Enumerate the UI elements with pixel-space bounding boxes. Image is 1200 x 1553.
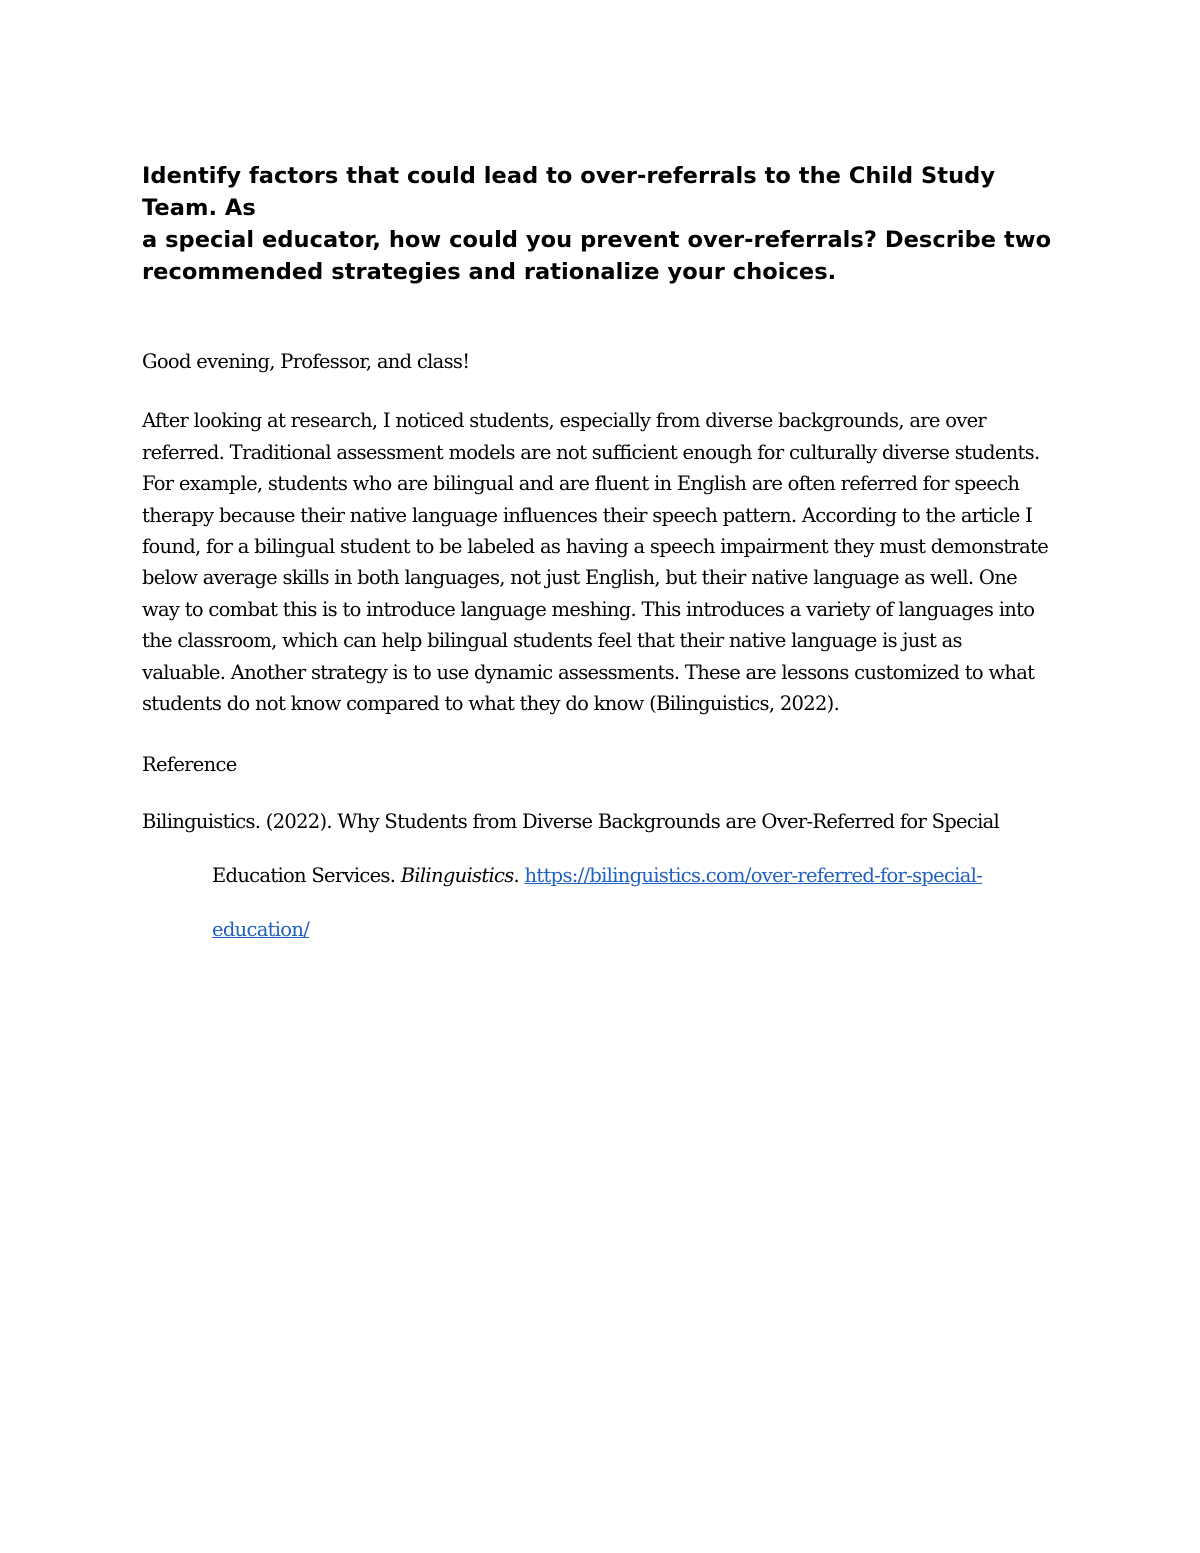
paragraph-line: the classroom, which can help bilingual students feel that their native language is just as bbox=[142, 629, 962, 653]
question-line: a special educator, how could you prevent over-referrals? Describe two bbox=[142, 227, 1052, 253]
greeting: Good evening, Professor, and class! bbox=[142, 350, 470, 373]
paragraph-line: therapy because their native language influences their speech pattern. According to the article I bbox=[142, 503, 1033, 527]
citation-source-text: Education Services. bbox=[212, 863, 401, 887]
response-paragraph bbox=[142, 405, 1062, 719]
paragraph-line: After looking at research, I noticed students, especially from diverse backgrounds, are over bbox=[142, 409, 987, 433]
citation-line-3 bbox=[142, 903, 1062, 957]
paragraph-line: For example, students who are bilingual and are fluent in English are often referred for speech bbox=[142, 472, 1020, 496]
question-line: recommended strategies and rationalize your choices. bbox=[142, 259, 837, 285]
citation-line-2 bbox=[142, 849, 1062, 903]
document-content bbox=[142, 160, 1062, 957]
citation-line-1: Bilinguistics. (2022). Why Students from Diverse Backgrounds are Over-Referred for Special bbox=[142, 809, 1000, 833]
question-heading bbox=[142, 160, 1062, 288]
citation-url-link-continued[interactable]: education/ bbox=[212, 917, 310, 941]
citation-url-link[interactable]: https://bilinguistics.com/over-referred-for-special- bbox=[524, 863, 983, 887]
paragraph-line: found, for a bilingual student to be labeled as having a speech impairment they must demonstrate bbox=[142, 535, 1049, 559]
paragraph-line: valuable. Another strategy is to use dynamic assessments. These are lessons customized to what bbox=[142, 660, 1035, 684]
reference-citation bbox=[142, 795, 1062, 957]
paragraph-line: referred. Traditional assessment models are not sufficient enough for culturally diverse students. bbox=[142, 440, 1040, 464]
paragraph-line: students do not know compared to what they do know (Bilinguistics, 2022). bbox=[142, 692, 840, 716]
paragraph-line: way to combat this is to introduce language meshing. This introduces a variety of languages into bbox=[142, 597, 1035, 621]
paragraph-line: below average skills in both languages, not just English, but their native language as well. One bbox=[142, 566, 1017, 590]
citation-journal: Bilinguistics bbox=[400, 863, 514, 887]
question-line: Identify factors that could lead to over-referrals to the Child Study Team. As bbox=[142, 163, 996, 221]
citation-separator: . bbox=[513, 863, 525, 887]
reference-heading: Reference bbox=[142, 753, 237, 777]
